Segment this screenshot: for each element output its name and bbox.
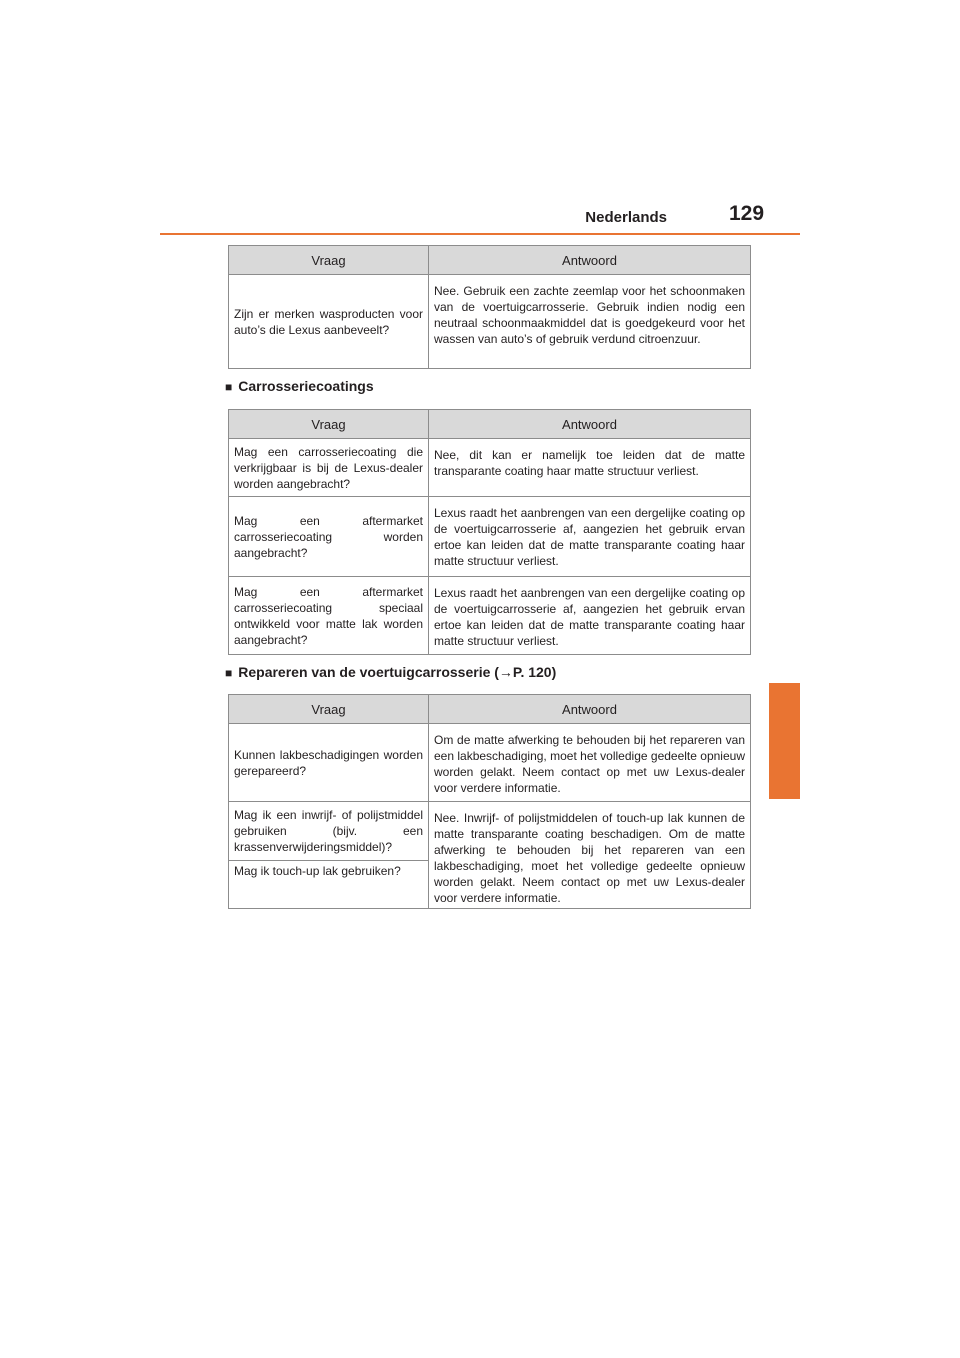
question-cell: Mag een aftermarket carrosseriecoating worden aangebracht? — [229, 497, 429, 577]
answer-cell: Lexus raadt het aanbrengen van een dergelijke coating op de voertuigcarrosserie af, aangezien het gebruik ervan ertoe kan leiden dat de matte transparante coating haar matte structuur verliest. — [429, 497, 751, 577]
table-header-row — [229, 695, 751, 724]
question-cell: Mag ik een inwrijf- of polijstmiddel gebruiken (bijv. een krassenverwijderingsmiddel)? — [229, 802, 429, 861]
column-header-answer: Antwoord — [429, 246, 751, 275]
question-cell: Kunnen lakbeschadigingen worden gerepareerd? — [229, 724, 429, 802]
question-cell: Zijn er merken wasproducten voor auto’s die Lexus aanbeveelt? — [229, 275, 429, 369]
table-row — [229, 275, 751, 369]
table-row — [229, 577, 751, 655]
table-row — [229, 802, 751, 861]
page-number: 129 — [729, 202, 765, 225]
square-bullet-icon: ■ — [225, 380, 233, 394]
header-rule — [160, 233, 800, 235]
table-row — [229, 439, 751, 497]
section-side-tab — [769, 683, 800, 799]
answer-cell: Om de matte afwerking te behouden bij het repareren van een lakbeschadiging, moet het volledige gedeelte opnieuw worden gelakt. Neem contact op met uw Lexus-dealer voor verdere informatie. — [429, 724, 751, 802]
column-header-answer: Antwoord — [429, 695, 751, 724]
answer-cell: Lexus raadt het aanbrengen van een dergelijke coating op de voertuigcarrosserie af, aangezien het gebruik ervan ertoe kan leiden dat de matte transparante coating haar matte structuur verliest. — [429, 577, 751, 655]
square-bullet-icon: ■ — [225, 666, 233, 680]
column-header-question: Vraag — [229, 410, 429, 439]
column-header-answer: Antwoord — [429, 410, 751, 439]
qa-table-wash-products — [228, 245, 751, 369]
question-cell: Mag een aftermarket carrosseriecoating speciaal ontwikkeld voor matte lak worden aangebracht? — [229, 577, 429, 655]
section-heading-text: Carrosseriecoatings — [238, 378, 374, 394]
answer-cell: Nee. Gebruik een zachte zeemlap voor het schoonmaken van de voertuigcarrosserie. Gebruik indien nodig een neutraal schoonmaakmiddel dat is goedgekeurd voor het wassen van auto’s of gebruik verdund citroenzuur. — [429, 275, 751, 369]
answer-cell-merged: Nee. Inwrijf- of polijstmiddelen of touch-up lak kunnen de matte transparante coating beschadigen. Om de matte afwerking te behouden bij het repareren van een lakbeschadiging, moet het volledige gedeelte opnieuw worden gelakt. Neem contact op met uw Lexus-dealer voor verdere informatie. — [429, 802, 751, 909]
qa-table-body-repair — [228, 694, 751, 909]
table-header-row — [229, 410, 751, 439]
section-heading-body-coatings — [225, 378, 374, 394]
table-header-row — [229, 246, 751, 275]
column-header-question: Vraag — [229, 246, 429, 275]
page-header-title: Nederlands — [585, 209, 667, 226]
question-cell: Mag een carrosseriecoating die verkrijgbaar is bij de Lexus-dealer worden aangebracht? — [229, 439, 429, 497]
answer-cell: Nee, dit kan er namelijk toe leiden dat de matte transparante coating haar matte structuur verliest. — [429, 439, 751, 497]
table-row — [229, 724, 751, 802]
question-cell: Mag ik touch-up lak gebruiken? — [229, 860, 429, 908]
section-heading-text: Repareren van de voertuigcarrosserie (→P. 120) — [238, 664, 557, 680]
column-header-question: Vraag — [229, 695, 429, 724]
qa-table-body-coatings — [228, 409, 751, 655]
table-row — [229, 497, 751, 577]
section-heading-body-repair — [225, 664, 556, 680]
